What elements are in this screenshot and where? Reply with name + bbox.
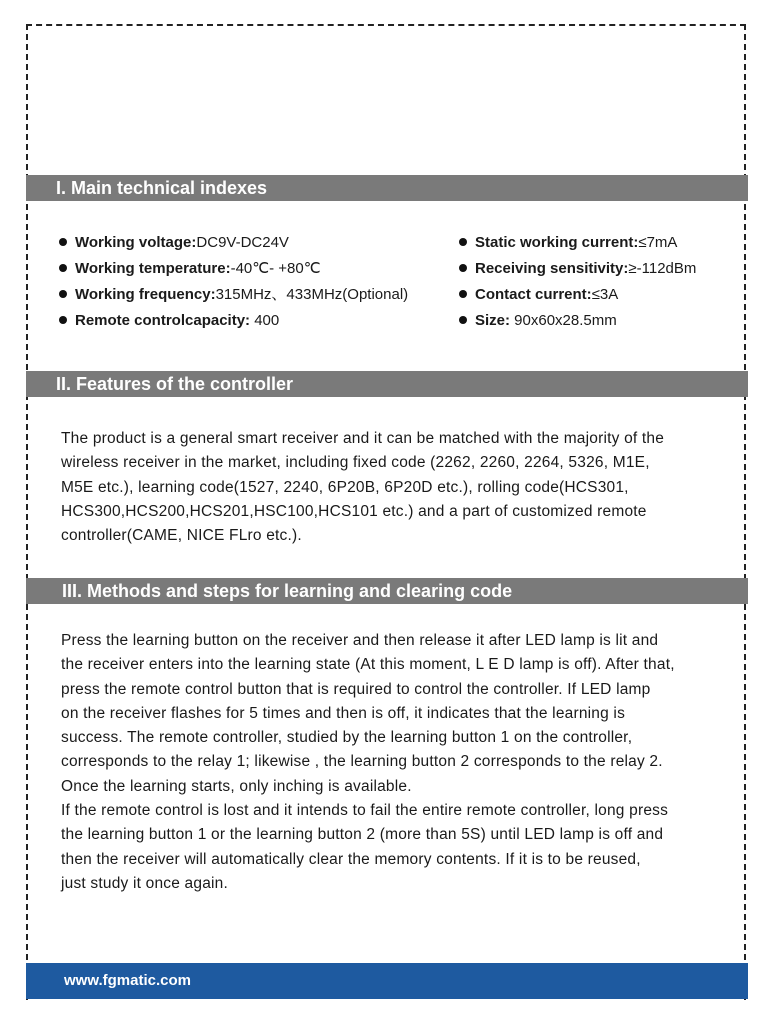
footer-bar — [26, 963, 748, 999]
spec-item: Working voltage:DC9V-DC24V — [59, 230, 408, 256]
bullet-icon — [59, 316, 67, 324]
website-link[interactable]: www.fgmatic.com — [64, 972, 191, 989]
spec-item: Receiving sensitivity:≥-112dBm — [459, 256, 696, 282]
section-header-features — [26, 371, 748, 397]
section-title: II. Features of the controller — [56, 374, 294, 394]
spec-item: Size: 90x60x28.5mm — [459, 308, 696, 334]
bullet-icon — [459, 316, 467, 324]
section-header-technical-indexes — [26, 175, 748, 201]
spec-item: Remote controlcapacity: 400 — [59, 308, 408, 334]
spec-list-right — [459, 230, 696, 334]
bullet-icon — [459, 238, 467, 246]
bullet-icon — [459, 290, 467, 298]
spec-item: Working frequency:315MHz、433MHz(Optional) — [59, 282, 408, 308]
spec-list-left — [59, 230, 408, 334]
bullet-icon — [59, 290, 67, 298]
spec-item: Contact current:≤3A — [459, 282, 696, 308]
features-paragraph: The product is a general smart receiver and it can be matched with the majority of the wireless receiver in the market, including fixed code (2262, 2260, 2264, 5326, M1E, M5E etc.), learning code(1527, 2240, 6P20B, 6P20D etc.), rolling code(HCS301, HCS300,HCS200,HCS201,HSC100,HCS101 etc.) and a part of customized remote controller(CAME, NICE FLro etc.). — [61, 430, 665, 545]
bullet-icon — [459, 264, 467, 272]
learning-methods-paragraph: Press the learning button on the receiver and then release it after LED lamp is lit and the receiver enters into the learning state (At this moment, L E D lamp is off). After that, press the remote control button that is required to control the controller. If LED lamp on the receiver flashes for 5 times and then is off, it indicates that the learning is success. The remote controller, studied by the learning button 1 on the controller, corresponds to the relay 1; likewise , the learning button 2 corresponds to the relay 2. Once the learning starts, only inching is available. If the remote control is lost and it intends to fail the entire remote controller, long press the learning button 1 or the learning button 2 (more than 5S) until LED lamp is off and then the receiver will automatically clear the memory contents. If it is to be reused, just study it once again. — [61, 632, 675, 892]
section-title: III. Methods and steps for learning and clearing code — [62, 581, 513, 601]
bullet-icon — [59, 264, 67, 272]
spec-item: Working temperature:-40℃- +80℃ — [59, 256, 408, 282]
spec-item: Static working current:≤7mA — [459, 230, 696, 256]
section-header-learning-methods — [26, 578, 748, 604]
bullet-icon — [59, 238, 67, 246]
section-title: I. Main technical indexes — [56, 178, 268, 198]
